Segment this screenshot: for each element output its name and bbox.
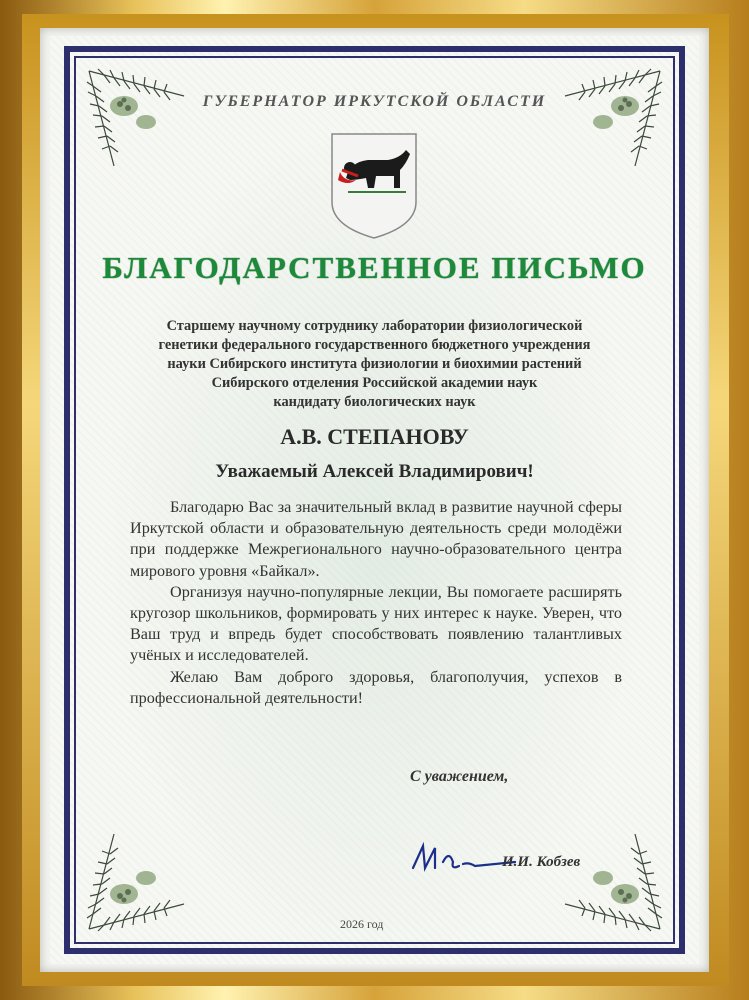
governor-heading: ГУБЕРНАТОР ИРКУТСКОЙ ОБЛАСТИ xyxy=(202,93,547,110)
body-paragraph: Организуя научно-популярные лекции, Вы помогаете расширять кругозор школьников, формировать у них интерес к науке. Уверен, что Ваш труд и впредь будет способствовать появлению талантливых учёных и исследователей. xyxy=(130,582,622,665)
body-paragraph: Благодарю Вас за значительный вклад в развитие научной сферы Иркутской области и образовательную деятельность среди молодёжи при поддержке Межрегионального научно-образовательного центра мирового уровня «Байкал». xyxy=(130,498,622,580)
recipient-block xyxy=(80,317,669,412)
recipient-line: Сибирского отделения Российской академии наук xyxy=(211,375,538,391)
year: 2026 год xyxy=(340,917,384,931)
pine-branch-icon xyxy=(555,824,665,934)
pine-branch-icon xyxy=(84,824,194,934)
greeting: Уважаемый Алексей Владимирович! xyxy=(215,461,534,482)
recipient-line: кандидату биологических наук xyxy=(273,394,476,410)
signer-name: И.И. Кобзев xyxy=(502,854,581,870)
pine-branch-icon xyxy=(555,66,665,176)
irkutsk-coat-of-arms-icon xyxy=(328,130,420,242)
recipient-line: науки Сибирского института физиологии и биохимии растений xyxy=(167,356,582,372)
body-paragraph: Желаю Вам доброго здоровья, благополучия, успехов в профессиональной деятельности! xyxy=(130,667,622,707)
recipient-line: генетики федерального государственного бюджетного учреждения xyxy=(158,337,591,353)
pine-branch-icon xyxy=(84,66,194,176)
document-title: БЛАГОДАРСТВЕННОЕ ПИСЬМО xyxy=(102,250,647,285)
recipient-name: А.В. СТЕПАНОВУ xyxy=(280,424,469,449)
closing: С уважением, xyxy=(410,768,509,785)
recipient-line: Старшему научному сотруднику лаборатории физиологической xyxy=(166,318,583,334)
letter-body xyxy=(130,497,622,709)
